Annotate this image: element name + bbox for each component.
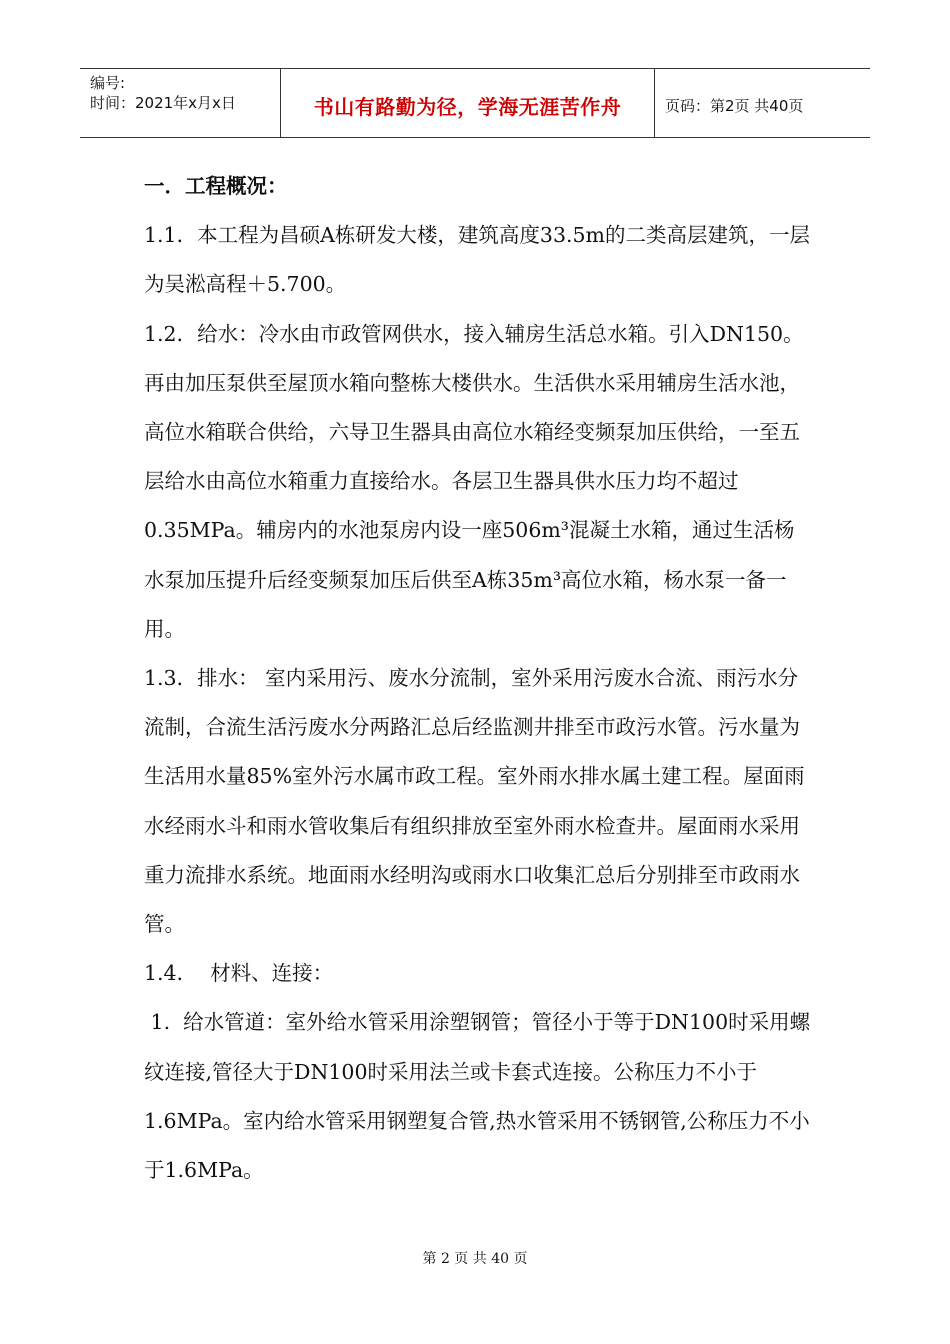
- header-page-info: 页码：第2页 共40页: [665, 96, 804, 115]
- page-footer: 第 2 页 共 40 页: [422, 1251, 528, 1267]
- header-motto: 书山有路勤为径，学海无涯苦作舟: [313, 94, 622, 119]
- paragraph-1-4: 1.4． 材料、连接：: [144, 961, 334, 986]
- header-page-cell: [655, 69, 870, 137]
- header-meta-cell: [80, 69, 281, 137]
- paragraph-item-1: 1. 给水管道：室外给水管采用涂塑钢管；管径小于等于DN100时采用螺纹连接,管径大于DN100时采用法兰或卡套式连接。公称压力不小于1.6MPa。室内给水管采用钢塑复合管,热水管采用不锈钢管,公称压力不小于1.6MPa。: [144, 1010, 811, 1183]
- paragraph-1-1: 1.1．本工程为昌硕A栋研发大楼，建筑高度33.5m的二类高层建筑，一层为吴淞高程＋5.700。: [144, 223, 810, 297]
- section-heading: 一．工程概况：: [144, 174, 288, 198]
- document-header: [80, 68, 870, 138]
- header-motto-cell: [281, 69, 655, 137]
- document-body: [144, 162, 814, 1195]
- document-date: 时间：2021年x月x日: [90, 94, 236, 112]
- document-number-label: 编号:: [90, 74, 126, 92]
- paragraph-1-2: 1.2．给水：冷水由市政管网供水，接入辅房生活总水箱。引入DN150。再由加压泵供至屋顶水箱向整栋大楼供水。生活供水采用辅房生活水池，高位水箱联合供给，六导卫生器具由高位水箱经变频泵加压供给，一至五层给水由高位水箱重力直接给水。各层卫生器具供水压力均不超过0.35MPa。辅房内的水池泵房内设一座506m³混凝土水箱，通过生活杨水泵加压提升后经变频泵加压后供至A栋35m³高位水箱，杨水泵一备一用。: [144, 321, 804, 641]
- paragraph-1-3: 1.3．排水： 室内采用污、废水分流制，室外采用污废水合流、雨污水分流制，合流生活污废水分两路汇总后经监测井排至市政污水管。污水量为生活用水量85%室外污水属市政工程。室外雨水排水属土建工程。屋面雨水经雨水斗和雨水管收集后有组织排放至室外雨水检查井。屋面雨水采用重力流排水系统。地面雨水经明沟或雨水口收集汇总后分别排至市政雨水管。: [144, 666, 805, 937]
